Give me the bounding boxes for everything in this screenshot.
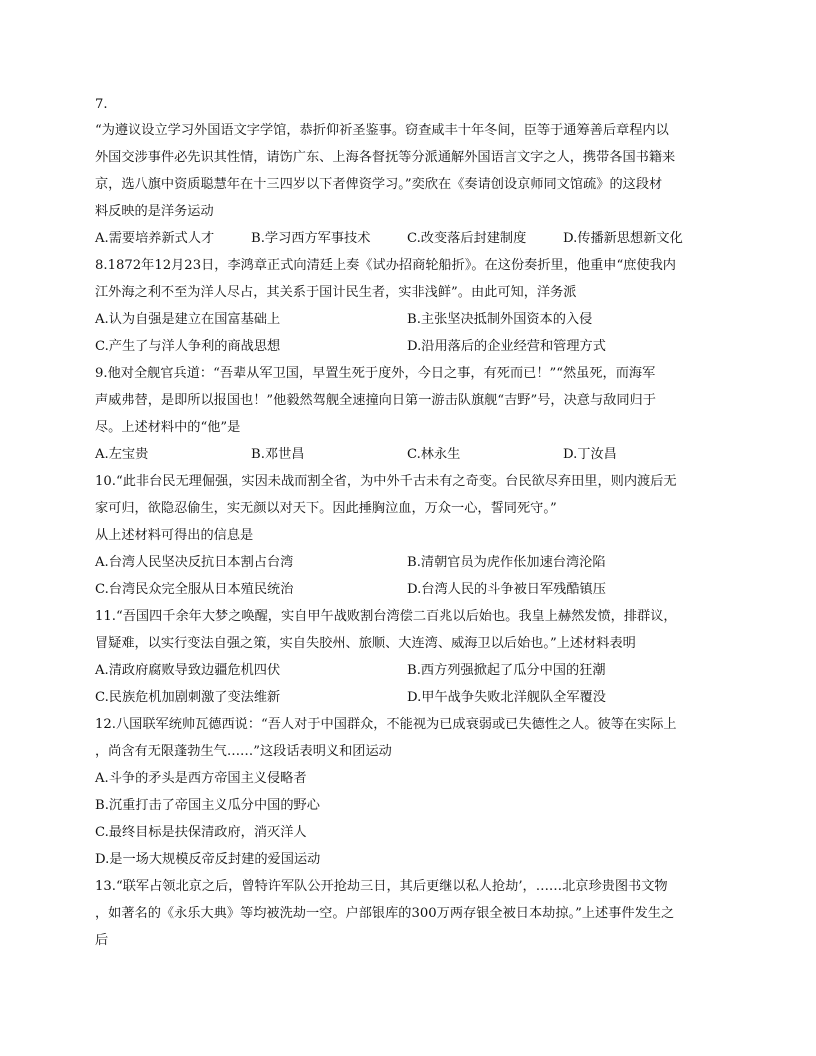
question-10-option-b: B.清朝官员为虎作伥加速台湾沦陷	[407, 555, 606, 570]
question-12-option-b: B.沉重打击了帝国主义瓜分中国的野心	[95, 798, 320, 813]
question-8-option-a: A.认为自强是建立在国富基础上	[95, 312, 281, 327]
question-11-line: 冒疑难，以实行变法自强之策，实自失胶州、旅顺、大连湾、威海卫以后始也。”上述材料表明	[95, 636, 636, 651]
question-10-option-d: D.台湾人民的斗争被日军残酷镇压	[407, 582, 606, 597]
question-9-option-a: A.左宝贵	[95, 447, 149, 462]
question-7-option-b: B.学习西方军事技术	[251, 231, 371, 246]
question-8-line: 8.1872年12月23日，李鸿章正式向清廷上奏《试办招商轮船折》。在这份奏折里，他重申“庶使我内	[95, 258, 676, 273]
question-9-option-b: B.邓世昌	[251, 447, 305, 462]
question-7-option-c: C.改变落后封建制度	[407, 231, 527, 246]
question-12-option-a: A.斗争的矛头是西方帝国主义侵略者	[95, 771, 307, 786]
question-12-option-c: C.最终目标是扶保清政府，消灭洋人	[95, 825, 307, 840]
question-8-option-d: D.沿用落后的企业经营和管理方式	[407, 339, 606, 354]
question-9-option-d: D.丁汝昌	[563, 447, 617, 462]
question-11-option-b: B.西方列强掀起了瓜分中国的狂潮	[407, 663, 606, 678]
question-11-option-c: C.民族危机加剧刺激了变法维新	[95, 690, 281, 705]
question-10-line: 10.“此非台民无理倔强，实因未战而割全省，为中外千古未有之奇变。台民欲尽弃田里，则内渡后无	[95, 474, 677, 489]
question-7-option-d: D.传播新思想新文化	[563, 231, 683, 246]
question-7-option-a: A.需要培养新式人才	[95, 231, 215, 246]
question-8-option-b: B.主张坚决抵制外国资本的入侵	[407, 312, 593, 327]
question-9-line: 9.他对全舰官兵道：“吾辈从军卫国，早置生死于度外，今日之事，有死而已！”“然虽死，而海军	[95, 366, 656, 381]
question-10-option-c: C.台湾民众完全服从日本殖民统治	[95, 582, 294, 597]
question-12-option-d: D.是一场大规模反帝反封建的爱国运动	[95, 852, 321, 867]
question-7-line: 料反映的是洋务运动	[95, 204, 214, 219]
question-11-line: 11.“吾国四千余年大梦之唤醒，实自甲午战败割台湾偿二百兆以后始也。我皇上赫然发愤，排群议，	[95, 609, 677, 624]
question-11-option-a: A.清政府腐败导致边疆危机四伏	[95, 663, 281, 678]
question-9-line: 声威弗替，是即所以报国也！”他毅然驾舰全速撞向日第一游击队旗舰“吉野”号，决意与敌同归于	[95, 393, 656, 408]
question-9-line: 尽。上述材料中的“他”是	[95, 420, 241, 435]
question-9-option-c: C.林永生	[407, 447, 461, 462]
question-7-number: 7.	[95, 97, 108, 112]
question-13-line: 13.“联军占领北京之后，曾特许军队公开抢劫三日，其后更继以私人抢劫’，……北京珍贵图书文物	[95, 879, 668, 894]
question-12-line: 12.八国联军统帅瓦德西说：“吾人对于中国群众，不能视为已成衰弱或已失德性之人。彼等在实际上	[95, 717, 677, 732]
question-13-line: 后	[95, 933, 109, 948]
question-7-line: “为遵议设立学习外国语文字学馆，恭折仰祈圣鉴事。窃查咸丰十年冬间，臣等于通筹善后章程内以	[95, 123, 669, 138]
question-12-line: ，尚含有无限蓬勃生气……”这段话表明义和团运动	[95, 744, 392, 759]
question-7-line: 外国交涉事件必先识其性情，请饬广东、上海各督抚等分派通解外国语言文字之人，携带各国书籍来	[95, 150, 676, 165]
question-10-line: 家可归，欲隐忍偷生，实无颜以对天下。因此捶胸泣血，万众一心，誓同死守。”	[95, 501, 557, 516]
question-10-line: 从上述材料可得出的信息是	[95, 528, 254, 543]
question-8-line: 江外海之利不至为洋人尽占，其关系于国计民生者，实非浅鲜”。由此可知，洋务派	[95, 285, 577, 300]
question-13-line: ，如著名的《永乐大典》等均被洗劫一空。户部银库的300万两存银全被日本劫掠。”上述事件发生之	[95, 906, 675, 921]
question-7-line: 京，选八旗中资质聪慧年在十三四岁以下者俾资学习。”奕欣在《奏请创设京师同文馆疏》的这段材	[95, 177, 663, 192]
question-10-option-a: A.台湾人民坚决反抗日本割占台湾	[95, 555, 294, 570]
question-11-option-d: D.甲午战争失败北洋舰队全军覆没	[407, 690, 606, 705]
question-8-option-c: C.产生了与洋人争利的商战思想	[95, 339, 281, 354]
